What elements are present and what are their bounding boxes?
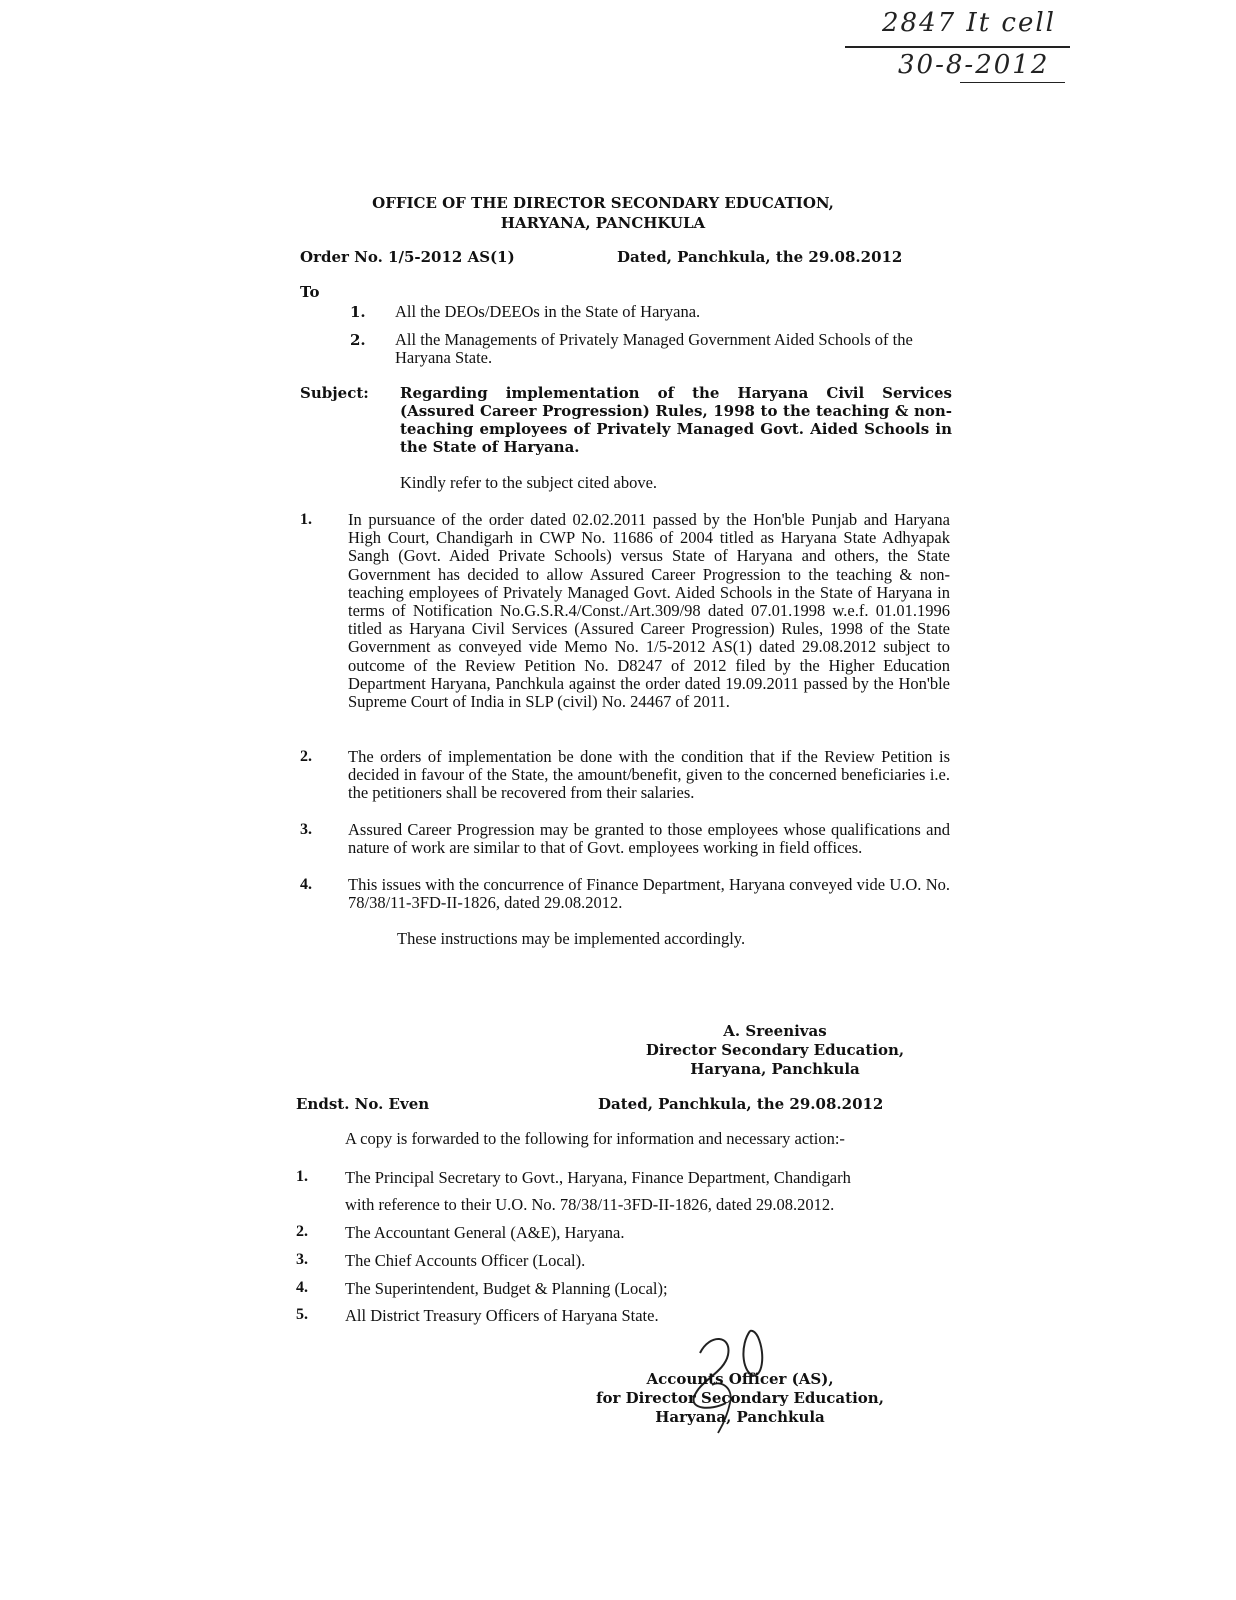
handwritten-date-underline [960,82,1065,83]
endorsement-intro: A copy is forwarded to the following for information and necessary action:- [345,1129,845,1148]
copy-to-item: All District Treasury Officers of Haryana State. [345,1306,659,1325]
signatory-on-behalf: for Director Secondary Education, [596,1389,884,1407]
signatory-name: A. Sreenivas [723,1022,827,1040]
copy-to-item-continued: with reference to their U.O. No. 78/38/11-3FD-II-1826, dated 29.08.2012. [345,1195,835,1214]
to-label: To [300,283,320,301]
copy-to-number: 4. [296,1279,308,1296]
endorsement-number: Endst. No. Even [296,1095,430,1113]
closing-text: These instructions may be implemented accordingly. [397,929,746,948]
copy-to-item: The Chief Accounts Officer (Local). [345,1251,586,1270]
handwritten-diary-number: 2847 It cell [882,8,1056,38]
paragraph-number: 2. [300,748,312,765]
intro-text: Kindly refer to the subject cited above. [400,473,658,492]
subject-text: Regarding implementation of the Haryana Civil Services (Assured Career Progression) Rules, 1998 to the teaching & non-teaching employees of Privately Managed Govt. Aided Schools in the State of Haryana. [400,384,952,456]
office-title: OFFICE OF THE DIRECTOR SECONDARY EDUCATION, [372,194,834,212]
paragraph-number: 1. [300,511,312,528]
paragraph-4: This issues with the concurrence of Finance Department, Haryana conveyed vide U.O. No. 78/38/11-3FD-II-1826, dated 29.08.2012. [348,875,950,913]
signature-block-accounts-officer [585,1370,895,1427]
copy-to-item: The Accountant General (A&E), Haryana. [345,1223,625,1242]
addressee-item: All the Managements of Privately Managed Government Aided Schools of the Haryana State. [395,330,913,368]
handwritten-date: 30-8-2012 [898,50,1050,80]
signatory-designation: Director Secondary Education, [645,1041,905,1059]
signatory-place: Haryana, Panchkula [690,1060,860,1078]
office-header [0,193,1236,233]
endorsement-date: Dated, Panchkula, the 29.08.2012 [598,1095,884,1113]
order-number: Order No. 1/5-2012 AS(1) [300,248,515,266]
office-location: HARYANA, PANCHKULA [500,214,706,232]
addressee-item: All the DEOs/DEEOs in the State of Haryana. [395,302,701,321]
paragraph-number: 3. [300,821,312,838]
copy-to-item: The Superintendent, Budget & Planning (Local); [345,1279,668,1298]
copy-to-number: 3. [296,1251,308,1268]
paragraph-number: 4. [300,876,312,893]
paragraph-1: In pursuance of the order dated 02.02.2011 passed by the Hon'ble Punjab and Haryana High Court, Chandigarh in CWP No. 11686 of 2004 titled as Haryana State Adhyapak Sangh (Govt. Aided Private Schools) versus State of Haryana and others, the State Government has decided to allow Assured Career Progression to the teaching & non-teaching employees of Privately Managed Govt. Aided Schools in the State of Haryana in terms of Notification No.G.S.R.4/Const./Art.309/98 dated 07.01.1998 w.e.f. 01.01.1996 titled as Haryana Civil Services (Assured Career Progression) Rules, 1998 of the State Government as conveyed vide Memo No. 1/5-2012 AS(1) dated 29.08.2012 subject to outcome of the Review Petition No. D8247 of 2012 filed by the Higher Education Department Haryana, Panchkula against the order dated 19.09.2011 passed by the Hon'ble Supreme Court of India in SLP (civil) No. 24467 of 2011. [348,510,950,712]
copy-to-item: The Principal Secretary to Govt., Haryana, Finance Department, Chandigarh [345,1168,851,1187]
copy-to-number: 2. [296,1223,308,1240]
handwritten-underline [845,46,1070,48]
signature-block-director [620,1022,930,1079]
order-date: Dated, Panchkula, the 29.08.2012 [617,248,903,266]
signatory-designation: Accounts Officer (AS), [646,1370,834,1388]
addressee-number: 1. [350,303,366,321]
copy-to-number: 5. [296,1306,308,1323]
subject-label: Subject: [300,384,369,402]
paragraph-2: The orders of implementation be done with the condition that if the Review Petition is decided in favour of the State, the amount/benefit, given to the concerned beneficiaries i.e. the petitioners shall be recovered from their salaries. [348,747,950,803]
addressee-number: 2. [350,331,366,349]
copy-to-number: 1. [296,1168,308,1185]
signatory-place: Haryana, Panchkula [655,1408,825,1426]
paragraph-3: Assured Career Progression may be granted to those employees whose qualifications and nature of work are similar to that of Govt. employees working in field offices. [348,820,950,858]
